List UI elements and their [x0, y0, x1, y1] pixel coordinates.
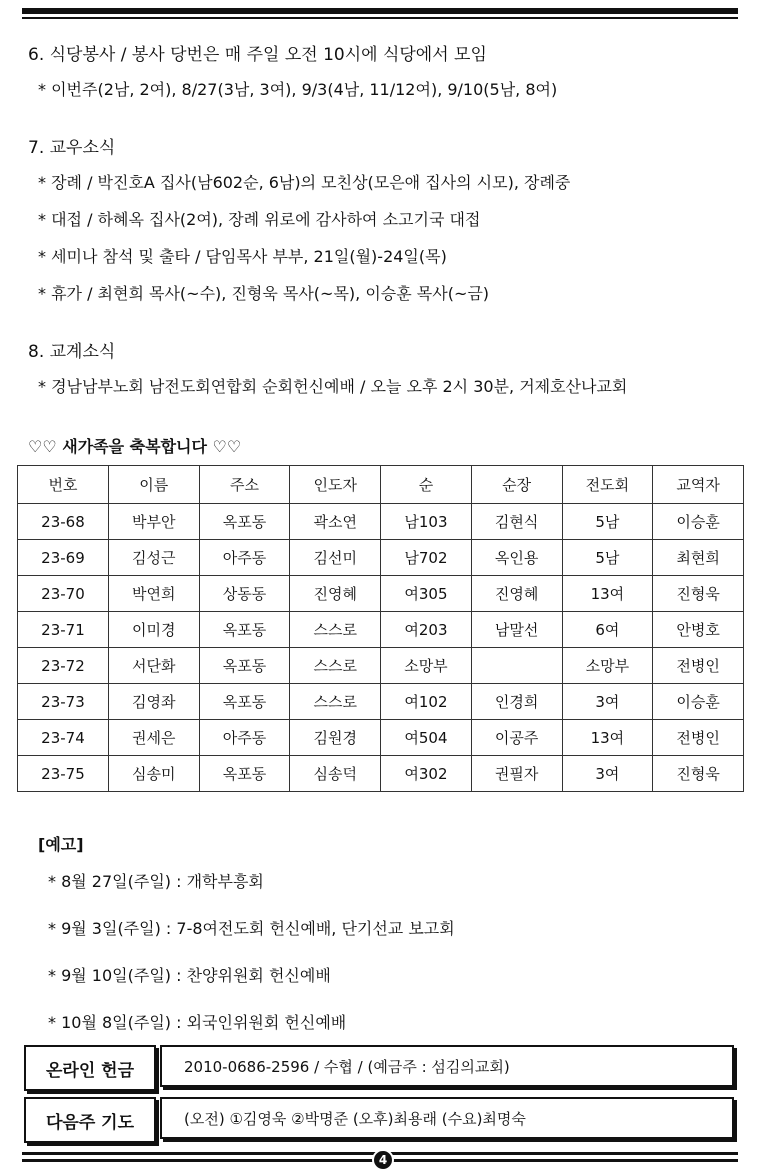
table-cell: 23-69 — [18, 540, 109, 576]
section8-title: 8. 교계소식 — [28, 342, 116, 362]
notice-item: * 10월 8일(주일) : 외국인위원회 헌신예배 — [48, 1013, 347, 1032]
table-cell: 옥포동 — [199, 504, 290, 540]
table-cell: 인경희 — [471, 684, 562, 720]
col-header-address: 주소 — [199, 466, 290, 504]
table-cell: 23-71 — [18, 612, 109, 648]
table-cell: 옥포동 — [199, 612, 290, 648]
new-family-table — [17, 465, 744, 792]
new-family-heading: ♡♡ 새가족을 축복합니다 ♡♡ — [28, 437, 242, 456]
table-cell: 13여 — [562, 576, 653, 612]
notice-title: [예고] — [38, 835, 84, 854]
table-header-row — [18, 466, 744, 504]
col-header-leader: 순장 — [471, 466, 562, 504]
table-cell: 23-74 — [18, 720, 109, 756]
table-cell: 여504 — [381, 720, 472, 756]
table-cell: 이승훈 — [653, 504, 744, 540]
table-cell: 13여 — [562, 720, 653, 756]
table-cell: 권세은 — [108, 720, 199, 756]
prayer-label: 다음주 기도 — [24, 1097, 156, 1143]
table-cell: 김현식 — [471, 504, 562, 540]
table-row — [18, 720, 744, 756]
col-header-name: 이름 — [108, 466, 199, 504]
table-cell: 상동동 — [199, 576, 290, 612]
table-cell: 김원경 — [290, 720, 381, 756]
table-cell: 아주동 — [199, 720, 290, 756]
table-row — [18, 648, 744, 684]
table-cell: 서단화 — [108, 648, 199, 684]
table-cell: 옥포동 — [199, 756, 290, 792]
table-cell: 소망부 — [562, 648, 653, 684]
offering-label: 온라인 헌금 — [24, 1045, 156, 1091]
section6-item: * 이번주(2남, 2여), 8/27(3남, 3여), 9/3(4남, 11/12여), 9/10(5남, 8여) — [38, 80, 558, 99]
table-cell: 옥포동 — [199, 648, 290, 684]
table-cell: 여302 — [381, 756, 472, 792]
table-row — [18, 504, 744, 540]
prayer-value: (오전) ①김영욱 ②박명준 (오후)최용래 (수요)최명숙 — [160, 1097, 734, 1139]
table-cell: 남702 — [381, 540, 472, 576]
col-header-pastor: 교역자 — [653, 466, 744, 504]
table-cell: 여102 — [381, 684, 472, 720]
table-cell: 진영혜 — [471, 576, 562, 612]
section7-title: 7. 교우소식 — [28, 138, 116, 158]
table-cell: 안병호 — [653, 612, 744, 648]
table-cell: 박연희 — [108, 576, 199, 612]
table-cell: 스스로 — [290, 648, 381, 684]
table-cell: 심송덕 — [290, 756, 381, 792]
table-cell: 이승훈 — [653, 684, 744, 720]
col-header-guide: 인도자 — [290, 466, 381, 504]
top-rule-thick — [22, 8, 738, 14]
table-cell: 6여 — [562, 612, 653, 648]
table-cell: 23-75 — [18, 756, 109, 792]
table-cell: 박부안 — [108, 504, 199, 540]
table-cell: 이공주 — [471, 720, 562, 756]
table-cell: 심송미 — [108, 756, 199, 792]
page-number: 4 — [372, 1149, 394, 1171]
table-cell: 스스로 — [290, 684, 381, 720]
section7-item: * 휴가 / 최현희 목사(~수), 진형욱 목사(~목), 이승훈 목사(~금) — [38, 284, 490, 303]
table-cell: 옥포동 — [199, 684, 290, 720]
table-cell: 진형욱 — [653, 756, 744, 792]
table-cell: 23-73 — [18, 684, 109, 720]
table-cell: 23-68 — [18, 504, 109, 540]
table-cell: 전병인 — [653, 648, 744, 684]
section6-title: 6. 식당봉사 / 봉사 당번은 매 주일 오전 10시에 식당에서 모임 — [28, 45, 487, 65]
table-cell: 진영혜 — [290, 576, 381, 612]
table-row — [18, 576, 744, 612]
table-cell — [471, 648, 562, 684]
col-header-mission: 전도회 — [562, 466, 653, 504]
table-row — [18, 612, 744, 648]
table-cell: 스스로 — [290, 612, 381, 648]
table-cell: 여305 — [381, 576, 472, 612]
table-cell: 남말선 — [471, 612, 562, 648]
top-rule-thin — [22, 17, 738, 19]
table-cell: 김영좌 — [108, 684, 199, 720]
table-cell: 남103 — [381, 504, 472, 540]
notice-item: * 8월 27일(주일) : 개학부흥회 — [48, 872, 264, 891]
table-cell: 23-70 — [18, 576, 109, 612]
table-cell: 곽소연 — [290, 504, 381, 540]
notice-item: * 9월 3일(주일) : 7-8여전도회 헌신예배, 단기선교 보고회 — [48, 919, 455, 938]
table-cell: 아주동 — [199, 540, 290, 576]
table-cell: 3여 — [562, 684, 653, 720]
table-cell: 3여 — [562, 756, 653, 792]
offering-value: 2010-0686-2596 / 수협 / (예금주 : 섬김의교회) — [160, 1045, 734, 1087]
table-cell: 23-72 — [18, 648, 109, 684]
table-cell: 여203 — [381, 612, 472, 648]
table-cell: 5남 — [562, 540, 653, 576]
table-cell: 김성근 — [108, 540, 199, 576]
col-header-number: 번호 — [18, 466, 109, 504]
section7-item: * 장례 / 박진호A 집사(남602순, 6남)의 모친상(모은애 집사의 시모), 장례중 — [38, 173, 571, 192]
col-header-group: 순 — [381, 466, 472, 504]
table-cell: 권필자 — [471, 756, 562, 792]
section7-item: * 대접 / 하혜옥 집사(2여), 장례 위로에 감사하여 소고기국 대접 — [38, 210, 481, 229]
table-cell: 5남 — [562, 504, 653, 540]
table-cell: 김선미 — [290, 540, 381, 576]
table-row — [18, 684, 744, 720]
table-cell: 최현희 — [653, 540, 744, 576]
table-cell: 진형욱 — [653, 576, 744, 612]
notice-item: * 9월 10일(주일) : 찬양위원회 헌신예배 — [48, 966, 331, 985]
section7-item: * 세미나 참석 및 출타 / 담임목사 부부, 21일(월)-24일(목) — [38, 247, 447, 266]
section8-item: * 경남남부노회 남전도회연합회 순회헌신예배 / 오늘 오후 2시 30분, 거제호산나교회 — [38, 377, 628, 396]
table-row — [18, 756, 744, 792]
table-cell: 옥인용 — [471, 540, 562, 576]
table-row — [18, 540, 744, 576]
table-cell: 이미경 — [108, 612, 199, 648]
table-cell: 소망부 — [381, 648, 472, 684]
table-cell: 전병인 — [653, 720, 744, 756]
